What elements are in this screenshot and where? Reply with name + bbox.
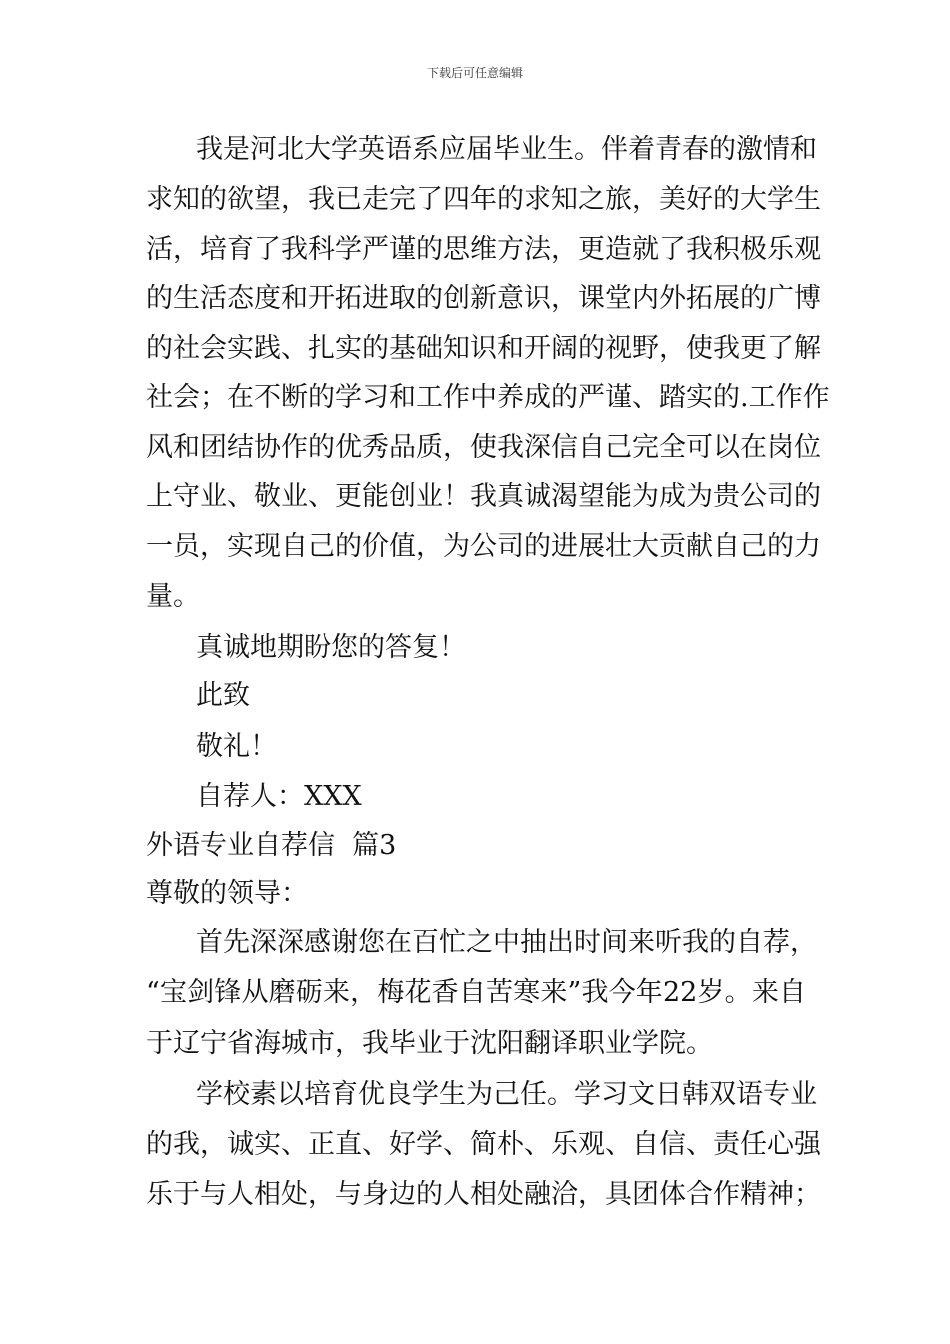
- paragraph-line: 一员，实现自己的价值，为公司的进展壮大贡献自己的力: [146, 531, 821, 562]
- closing-salute: 此致: [196, 680, 250, 711]
- signature: 自荐人：XXX: [196, 781, 362, 812]
- paragraph-line: 乐于与人相处，与身边的人相处融洽，具团体合作精神；: [146, 1179, 821, 1210]
- section-title: 外语专业自荐信 篇3: [146, 830, 397, 861]
- paragraph-line: 我是河北大学英语系应届毕业生。伴着青春的激情和: [196, 134, 817, 165]
- paragraph-line: 求知的欲望，我已走完了四年的求知之旅，美好的大学生: [146, 184, 821, 215]
- paragraph-line: 的我，诚实、正直、好学、简朴、乐观、自信、责任心强: [146, 1129, 821, 1160]
- paragraph-line: 的生活态度和开拓进取的创新意识，课堂内外拓展的广博: [146, 283, 821, 314]
- closing-hope: 真诚地期盼您的答复！: [196, 632, 466, 663]
- paragraph-line: 活，培育了我科学严谨的思维方法，更造就了我积极乐观: [146, 234, 821, 265]
- greeting: 尊敬的领导：: [146, 878, 308, 909]
- paragraph-line: 首先深深感谢您在百忙之中抽出时间来听我的自荐，: [196, 927, 817, 958]
- paragraph-line: 于辽宁省海城市，我毕业于沈阳翻译职业学院。: [146, 1028, 713, 1059]
- paragraph-line: “宝剑锋从磨砺来，梅花香自苦寒来”我今年22岁。来自: [146, 977, 806, 1008]
- closing-regards: 敬礼！: [196, 731, 277, 762]
- paragraph-line: 学校素以培育优良学生为己任。学习文日韩双语专业: [196, 1079, 817, 1110]
- paragraph-line: 上守业、敬业、更能创业！我真诚渴望能为成为贵公司的: [146, 481, 821, 512]
- paragraph-line: 的社会实践、扎实的基础知识和开阔的视野，使我更了解: [146, 333, 821, 364]
- paragraph-line: 社会；在不断的学习和工作中养成的严谨、踏实的.工作作: [146, 382, 830, 413]
- paragraph-line: 量。: [146, 581, 200, 612]
- paragraph-line: 风和团结协作的优秀品质，使我深信自己完全可以在岗位: [146, 432, 821, 463]
- page-header: 下载后可任意编辑: [426, 66, 523, 80]
